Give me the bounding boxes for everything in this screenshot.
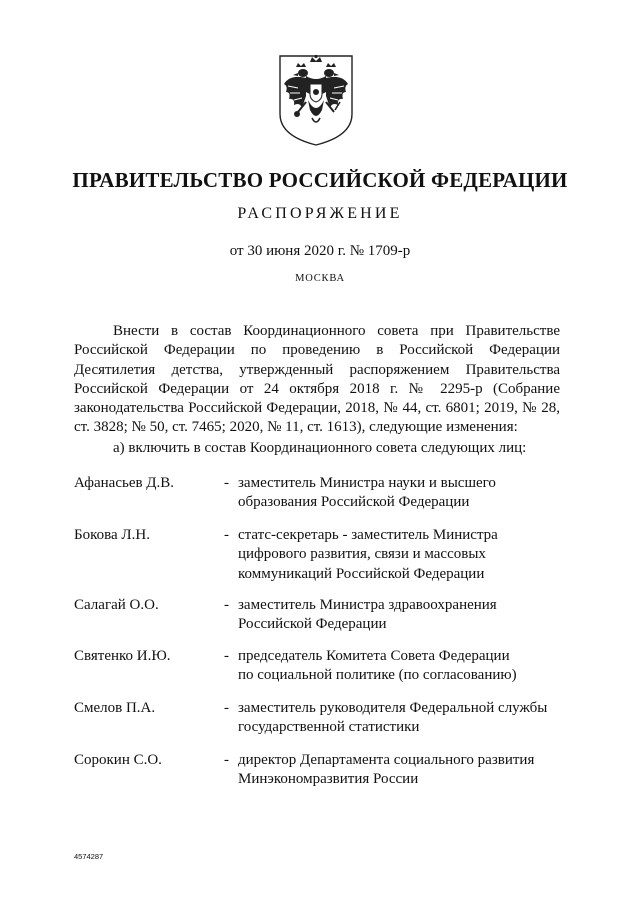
document-id-number: 4574287 xyxy=(74,852,104,861)
member-dash: - xyxy=(224,700,229,716)
coat-of-arms-icon xyxy=(276,52,356,148)
member-name: Афанасьев Д.В. xyxy=(74,475,175,491)
document-date-number: от 30 июня 2020 г. № 1709-р xyxy=(229,243,411,259)
item-a: а) включить в состав Координационного совета следующих лиц: xyxy=(113,440,527,456)
document-type: РАСПОРЯЖЕНИЕ xyxy=(237,205,403,222)
member-position: директор Департамента социального развития Минэкономразвития России xyxy=(238,752,535,788)
government-title: ПРАВИТЕЛЬСТВО РОССИЙСКОЙ ФЕДЕРАЦИИ xyxy=(72,168,568,192)
member-dash: - xyxy=(224,475,229,491)
member-name: Салагай О.О. xyxy=(74,597,159,613)
member-name: Святенко И.Ю. xyxy=(74,648,171,664)
member-position: заместитель Министра здравоохранения Российской Федерации xyxy=(238,597,497,633)
document-city: МОСКВА xyxy=(295,273,345,284)
member-dash: - xyxy=(224,597,229,613)
member-position: заместитель руководителя Федеральной службы государственной статистики xyxy=(238,700,548,736)
member-dash: - xyxy=(224,527,229,543)
member-name: Бокова Л.Н. xyxy=(74,527,150,543)
member-name: Сорокин С.О. xyxy=(74,752,162,768)
member-name: Смелов П.А. xyxy=(74,700,156,716)
member-position: статс-секретарь - заместитель Министра цифрового развития, связи и массовых коммуникаций Российской Федерации xyxy=(238,527,498,582)
member-dash: - xyxy=(224,648,229,664)
member-position: заместитель Министра науки и высшего образования Российской Федерации xyxy=(238,475,496,511)
member-position: председатель Комитета Совета Федерации по социальной политике (по согласованию) xyxy=(238,648,517,684)
intro-paragraph: Внести в состав Координационного совета при Правительстве Российской Федерации по проведению в Российской Федерации Десятилетия детства, утвержденный распоряжением Правительства Российской Федерации от 24 октября 2018 г. № 2295-р (Собрание законодательства Российской Федерации, 2018, № 44, ст. 6801; 2019, № 28, ст. 3828; № 50, ст. 7465; 2020, № 11, ст. 1613), следующие изменения: xyxy=(74,323,560,436)
member-dash: - xyxy=(224,752,229,768)
